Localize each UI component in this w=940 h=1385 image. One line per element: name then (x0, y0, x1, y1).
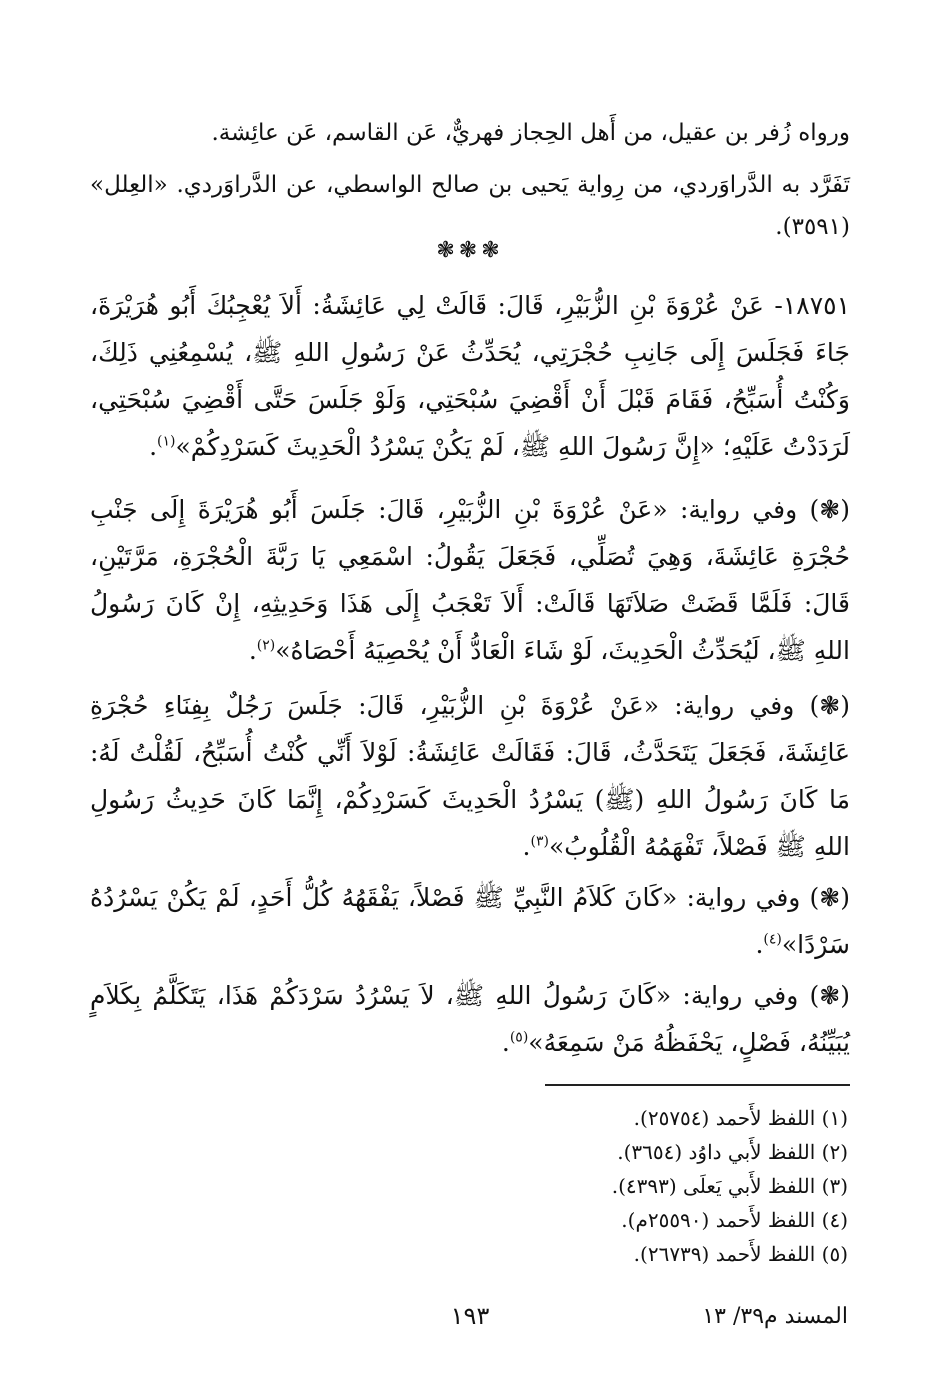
intro-line-1: ورواه زُفر بن عقيل، من أَهل الحِجاز فهريٌّ، عَن القاسم، عَن عائِشة. (211, 120, 850, 146)
sentence-end: . (755, 930, 764, 959)
hadith-main-text: ١٨٧٥١- عَنْ عُرْوَةَ بْنِ الزُّبَيْرِ، قَالَ: قَالَتْ لِي عَائِشَةُ: أَلاَ يُعْجِبُكَ أَبُو هُرَيْرَةَ، جَاءَ فَجَلَسَ إِلَى جَانِبِ حُجْرَتِي، يُحَدِّثُ عَنْ رَسُولِ اللهِ ﷺ، يُسْمِعُنِي ذَلِكَ، وَكُنْتُ أُسَبِّحُ، فَقَامَ قَبْلَ أَنْ أَقْضِيَ سُبْحَتِي، وَلَوْ جَلَسَ حَتَّى أَقْضِيَ سُبْحَتِي، لَرَدَدْتُ عَلَيْهِ؛ «إِنَّ رَسُولَ اللهِ ﷺ، لَمْ يَكُنْ يَسْرُدُ الْحَدِيثَ كَسَرْدِكُمْ» (90, 291, 850, 461)
hadith-main (90, 282, 850, 470)
footnote-4: (٤) اللفظ لأَحمد (٢٥٥٩٠م). (621, 1208, 848, 1232)
hadith-variant-2 (90, 682, 850, 870)
footnote-ref-4: (٤) (763, 931, 782, 948)
footnote-1: (١) اللفظ لأَحمد (٢٥٧٥٤). (633, 1106, 848, 1130)
footnotes (288, 1101, 848, 1271)
footnote-divider (545, 1084, 850, 1086)
sentence-end: . (501, 1028, 510, 1057)
footnote-ref-1: (١) (157, 433, 176, 450)
footnote-3: (٣) اللفظ لأَبي يَعلَى (٤٣٩٣). (611, 1174, 848, 1198)
intro-paragraph (90, 112, 850, 248)
sentence-end: . (149, 432, 158, 461)
hadith-variant-3 (90, 874, 850, 968)
footnote-2: (٢) اللفظ لأَبي داوُد (٣٦٥٤). (617, 1140, 848, 1164)
sentence-end: . (248, 636, 257, 665)
variant-4-text: (❃) وفي رواية: «كَانَ رَسُولُ اللهِ ﷺ، لاَ يَسْرُدُ سَرْدَكُمْ هَذَا، يَتَكَلَّمُ بِكَلاَمٍ يُبَيِّنُهُ، فَصْلٍ، يَحْفَظُهُ مَنْ سَمِعَهُ» (90, 981, 850, 1057)
footnote-ref-3: (٣) (530, 833, 549, 850)
intro-line-2: تَفَرَّد به الدَّراوَردي، من رِواية يَحيى بن صالح الواسطي، عن الدَّراوَردي. «العِلل» (٣٥٩١). (90, 172, 850, 240)
variant-1-text: (❃) وفي رواية: «عَنْ عُرْوَةَ بْنِ الزُّبَيْرِ، قَالَ: جَلَسَ أَبُو هُرَيْرَةَ إِلَى جَنْبِ حُجْرَةِ عَائِشَةَ، وَهِيَ تُصَلِّي، فَجَعَلَ يَقُولُ: اسْمَعِي يَا رَبَّةَ الْحُجْرَةِ، مَرَّتَيْنِ، قَالَ: فَلَمَّا قَضَتْ صَلاَتَهَا قَالَتْ: أَلاَ تَعْجَبُ إِلَى هَذَا وَحَدِيثِهِ، إِنْ كَانَ رَسُولُ اللهِ ﷺ، لَيُحَدِّثُ الْحَدِيثَ، لَوْ شَاءَ الْعَادُّ أَنْ يُحْصِيَهُ أَحْصَاهُ» (90, 495, 850, 665)
variant-2-text: (❃) وفي رواية: «عَنْ عُرْوَةَ بْنِ الزُّبَيْرِ، قَالَ: جَلَسَ رَجُلٌ بِفِنَاءِ حُجْرَةِ عَائِشَةَ، فَجَعَلَ يَتَحَدَّثُ، قَالَ: فَقَالَتْ عَائِشَةُ: لَوْلاَ أَنِّي كُنْتُ أُسَبِّحُ، لَقُلْتُ لَهُ: مَا كَانَ رَسُولُ اللهِ (ﷺ) يَسْرُدُ الْحَدِيثَ كَسَرْدِكُمْ، إِنَّمَا كَانَ حَدِيثُ رَسُولِ اللهِ ﷺ فَصْلاً، تَفْهَمُهُ الْقُلُوبُ» (90, 691, 850, 861)
footnote-ref-2: (٢) (256, 637, 276, 654)
volume-signature: المسند م٣٩/ ١٣ (702, 1304, 848, 1329)
hadith-variant-4 (90, 972, 850, 1066)
section-separator: ❃❃❃ (436, 238, 504, 263)
footnote-5: (٥) اللفظ لأَحمد (٢٦٧٣٩). (633, 1242, 848, 1266)
footnote-ref-5: (٥) (509, 1029, 529, 1046)
page-number: ١٩٣ (450, 1302, 490, 1330)
sentence-end: . (522, 832, 531, 861)
variant-3-text: (❃) وفي رواية: «كَانَ كَلاَمُ النَّبِيِّ ﷺ فَصْلاً، يَفْقَهُهُ كُلُّ أَحَدٍ، لَمْ يَكُنْ يَسْرُدُهُ سَرْدًا» (90, 883, 850, 959)
hadith-variant-1 (90, 486, 850, 674)
